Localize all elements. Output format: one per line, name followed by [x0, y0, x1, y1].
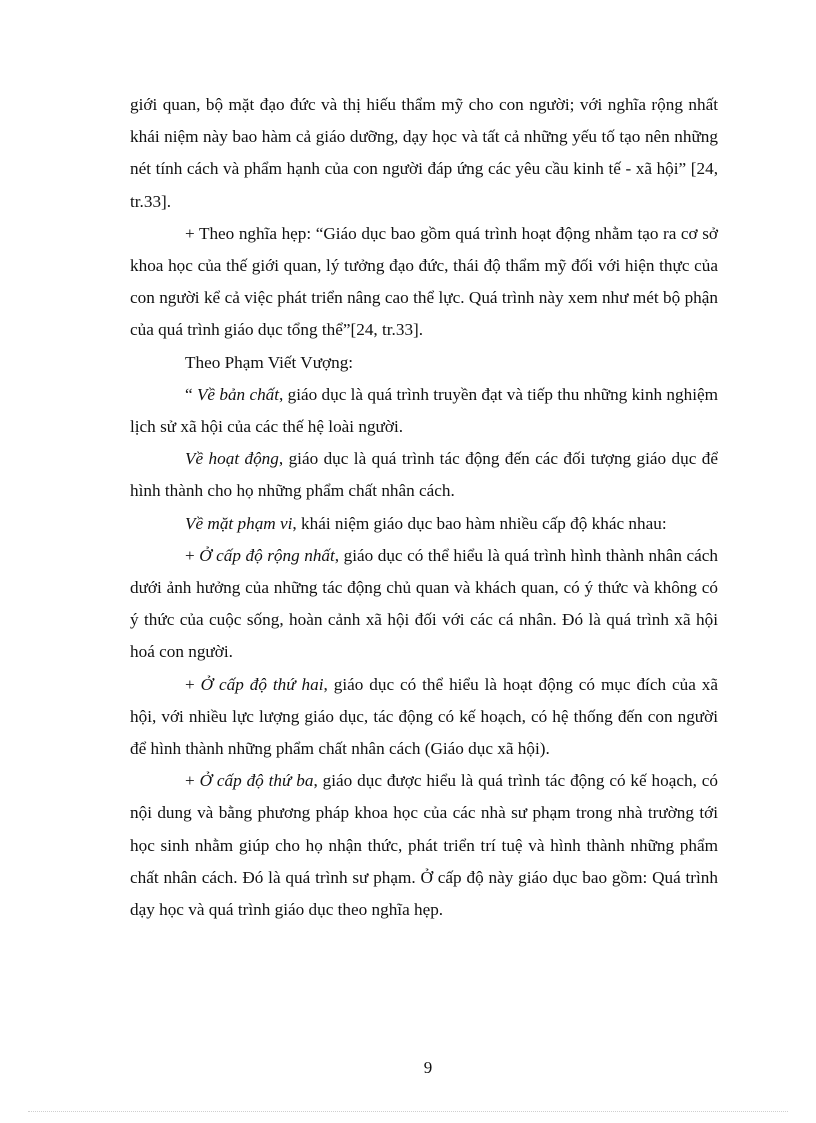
page-bottom-divider — [28, 1111, 788, 1112]
paragraph-text: , khái niệm giáo dục bao hàm nhiều cấp độ khác nhau: — [292, 513, 667, 533]
document-body — [130, 89, 718, 926]
paragraph-author-intro: Theo Phạm Viết Vượng: — [185, 352, 354, 372]
paragraph-activity — [130, 443, 718, 507]
paragraph-text: , giáo dục là quá trình tác động đến các đối tượng giáo dục để hình thành cho họ những phẩm chất nhân cách. — [130, 449, 718, 501]
paragraph-nature — [130, 379, 718, 443]
paragraph-text: , giáo dục có thể hiểu là quá trình hình thành nhân cách dưới ảnh hưởng của những tác động chủ quan và khách quan, có ý thức và không có ý thức của cuộc sống, hoàn cảnh xã hội đối với các cá nhân. Đó là quá trình xã hội hoá con người. — [130, 545, 718, 662]
paragraph-narrow-definition: + Theo nghĩa hẹp: “Giáo dục bao gồm quá trình hoạt động nhằm tạo ra cơ sở khoa học của thế giới quan, lý tưởng đạo đức, thái độ thẩm mỹ đối với hiện thực của con người kể cả việc phát triển nâng cao thể lực. Quá trình này xem như mét bộ phận của quá trình giáo dục tổng thể”[24, tr.33]. — [130, 223, 718, 340]
paragraph-lead: + — [185, 771, 200, 791]
italic-term: Về bản chất — [196, 384, 280, 404]
paragraph-continuation: giới quan, bộ mặt đạo đức và thị hiếu thẩm mỹ cho con người; với nghĩa rộng nhất khái niệm này bao hàm cả giáo dưỡng, dạy học và tất cả những yếu tố tạo nên những nét tính cách và phẩm hạnh của con người đáp ứng các yêu cầu kinh tế - xã hội” [24, tr.33]. — [130, 95, 718, 211]
paragraph-lead: “ — [185, 384, 197, 404]
italic-term: Ở cấp độ thứ ba — [199, 771, 314, 791]
paragraph-lead: + — [185, 674, 201, 694]
page-number: 9 — [423, 1058, 433, 1077]
italic-term: Về hoạt động — [185, 449, 279, 469]
paragraph-level-second — [130, 669, 718, 766]
italic-term: Ở cấp độ thứ hai — [200, 674, 324, 694]
paragraph-scope — [130, 508, 718, 540]
italic-term: Về mặt phạm vi — [185, 513, 293, 533]
paragraph-text: , giáo dục có thể hiểu là hoạt động có mục đích của xã hội, với nhiều lực lượng giáo dục, tác động có kế hoạch, có hệ thống đến con người để hình thành những phẩm chất nhân cách (Giáo dục xã hội). — [130, 674, 718, 759]
paragraph-text: , giáo dục được hiểu là quá trình tác động có kế hoạch, có nội dung và bằng phương pháp khoa học của các nhà sư phạm trong nhà trường tới học sinh nhằm giúp cho họ nhận thức, phát triển trí tuệ và hình thành những phẩm chất nhân cách. Đó là quá trình sư phạm. Ở cấp độ này giáo dục bao gồm: Quá trình dạy học và quá trình giáo dục theo nghĩa hẹp. — [130, 771, 718, 920]
paragraph-level-broadest — [130, 540, 718, 669]
italic-term: Ở cấp độ rộng nhất — [199, 545, 335, 565]
paragraph-level-third — [130, 765, 718, 926]
paragraph-text: , giáo dục là quá trình truyền đạt và tiếp thu những kinh nghiệm lịch sử xã hội của các thế hệ loài người. — [130, 384, 718, 437]
paragraph-lead: + — [185, 545, 200, 565]
